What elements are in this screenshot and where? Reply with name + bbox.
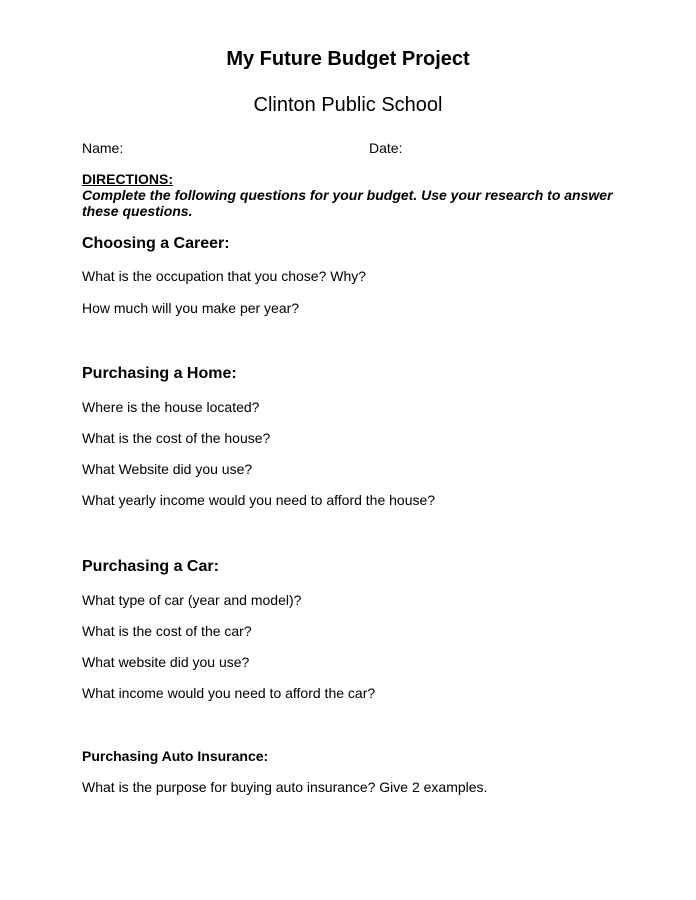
directions-text: Complete the following questions for your budget. Use your research to answer these questions.: [82, 187, 613, 219]
home-question-cost: What is the cost of the house?: [82, 430, 271, 446]
directions-heading: DIRECTIONS:: [82, 171, 173, 187]
school-name: Clinton Public School: [253, 94, 443, 116]
car-question-type: What type of car (year and model)?: [82, 592, 302, 608]
car-section-heading: Purchasing a Car:: [82, 558, 219, 575]
car-question-income: What income would you need to afford the car?: [82, 685, 376, 701]
insurance-section-heading: Purchasing Auto Insurance:: [82, 748, 269, 764]
home-question-location: Where is the house located?: [82, 399, 260, 415]
insurance-question-purpose: What is the purpose for buying auto insurance? Give 2 examples.: [82, 779, 488, 795]
date-field-label: Date:: [369, 140, 403, 156]
name-field-label: Name:: [82, 140, 124, 156]
career-question-occupation: What is the occupation that you chose? Why?: [82, 268, 367, 284]
career-question-salary: How much will you make per year?: [82, 300, 300, 316]
home-section-heading: Purchasing a Home:: [82, 365, 237, 382]
car-question-website: What website did you use?: [82, 654, 250, 670]
car-question-cost: What is the cost of the car?: [82, 623, 252, 639]
home-question-income: What yearly income would you need to afford the house?: [82, 492, 436, 508]
page-title: My Future Budget Project: [226, 48, 470, 70]
career-section-heading: Choosing a Career:: [82, 235, 230, 252]
home-question-website: What Website did you use?: [82, 461, 253, 477]
